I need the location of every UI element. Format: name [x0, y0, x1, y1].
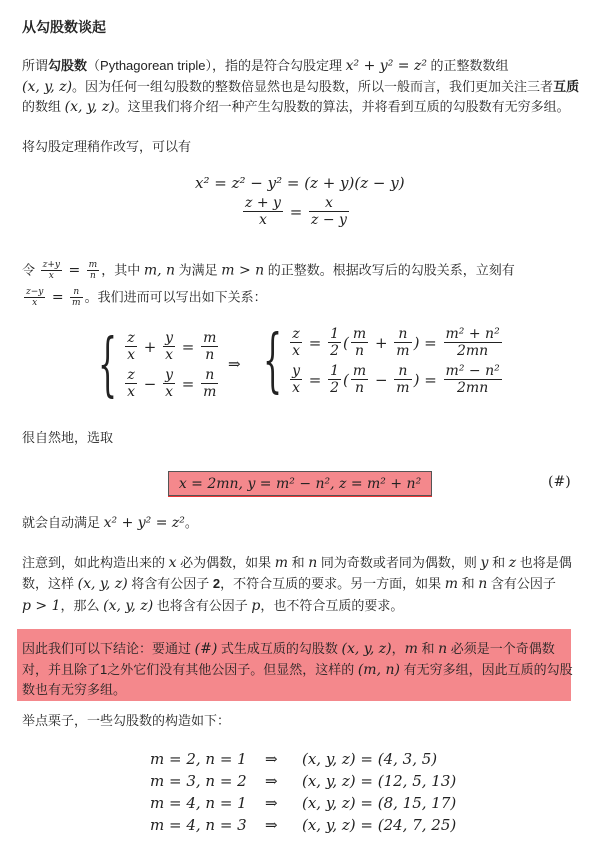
text-line: [22, 574, 556, 594]
math-expression: (m, n): [357, 662, 400, 678]
math-expression: m: [404, 641, 418, 657]
text: 所谓: [22, 58, 49, 73]
example-params: m = 4, n = 3: [150, 816, 247, 834]
fraction: [125, 330, 137, 363]
math-expression: n: [438, 641, 448, 657]
text: 的数组: [22, 99, 65, 114]
math-expression: x: [168, 555, 177, 571]
denominator: 2: [330, 380, 340, 397]
text: ，其中: [101, 262, 144, 278]
example-result: (x, y, z) = (8, 15, 17): [302, 794, 457, 812]
text-line: [288, 326, 504, 359]
implies-arrow: ⇒: [265, 772, 278, 790]
text: 必须是一个奇偶数: [447, 641, 555, 656]
denominator: x: [165, 347, 174, 364]
implies-arrow: ⇒: [228, 355, 241, 373]
math-expression: (x, y, z): [77, 576, 128, 592]
fraction: [201, 330, 218, 363]
example-result: (x, y, z) = (12, 5, 13): [302, 772, 457, 790]
math-expression: ) =: [413, 333, 442, 352]
math-expression: m: [444, 576, 459, 592]
text: 数，这样: [22, 576, 78, 591]
text: 举点栗子，一些勾股数的构造如下：: [22, 713, 231, 728]
text: 很自然地，选取: [22, 430, 114, 445]
text: 为满足: [175, 262, 222, 278]
fraction: [328, 363, 341, 396]
math-expression: y: [480, 555, 489, 571]
text: ，不符合互质的要求。另一方面，如果: [220, 576, 445, 591]
text: 将含有公因子: [127, 576, 213, 591]
numerator: z+y: [42, 260, 60, 270]
math-expression: x² + y² = z²: [103, 515, 185, 531]
text: 。因为任何一组勾股数的整数倍显然也是勾股数，所以一般而言，我们更加关注三者: [72, 79, 554, 94]
math-expression: (x, y, z): [64, 99, 115, 115]
text-line: [22, 680, 126, 700]
numerator: y: [292, 363, 301, 380]
denominator: x: [165, 384, 174, 401]
fraction: [444, 363, 502, 396]
fraction: [351, 326, 368, 359]
implies-arrow: ⇒: [265, 794, 278, 812]
text: 有无穷多组，因此互质的勾股: [399, 662, 573, 677]
text: 注意到，如此构造出来的: [22, 555, 169, 570]
fraction: [444, 326, 502, 359]
fraction: [163, 330, 175, 363]
math-expression: p > 1: [22, 598, 61, 614]
math-expression: (: [343, 370, 349, 389]
text: 也将是偶: [516, 555, 572, 570]
denominator: x: [259, 212, 267, 229]
fraction: [201, 367, 218, 400]
fraction: [309, 195, 349, 228]
math-expression: m: [274, 555, 289, 571]
text-line: [22, 660, 573, 680]
denominator: x: [32, 298, 38, 309]
numerator: z−y: [26, 287, 44, 297]
text: 含有公因子: [487, 576, 556, 591]
fraction: [351, 363, 368, 396]
text: 。我们进而可以写出如下关系：: [84, 289, 267, 305]
denominator: x: [292, 380, 300, 397]
text-line: [288, 363, 504, 396]
text-line: [22, 287, 267, 309]
numerator: n: [70, 287, 83, 298]
math-expression: +: [139, 337, 162, 356]
text-line: [22, 596, 403, 616]
denominator: x: [292, 343, 300, 360]
fraction: [394, 326, 411, 359]
text: 将勾股定理稍作改写，可以有: [22, 139, 192, 154]
fraction: [290, 363, 302, 396]
example-params: m = 4, n = 1: [150, 794, 247, 812]
fraction: [290, 326, 302, 359]
bold-term: 互质: [553, 79, 580, 94]
numerator: m² − n²: [445, 363, 500, 380]
text: 和: [458, 576, 479, 591]
implies-arrow: ⇒: [265, 816, 278, 834]
text: 和: [417, 641, 439, 656]
numerator: z: [290, 326, 302, 343]
text-line: [22, 56, 509, 76]
numerator: z: [125, 330, 137, 347]
math-expression: (x, y, z): [341, 641, 392, 657]
math-expression: (#): [194, 641, 218, 657]
fraction: [87, 260, 100, 282]
math-expression: =: [304, 370, 327, 389]
text: 同为奇数或者同为偶数，则: [317, 555, 481, 570]
text: 就会自动满足: [22, 515, 104, 530]
text: 令: [22, 262, 39, 278]
numerator: 1: [330, 363, 340, 380]
denominator: 2: [330, 343, 340, 360]
fraction: [70, 287, 83, 309]
section-title: 从勾股数谈起: [22, 19, 106, 35]
text-line: [22, 97, 570, 117]
text-line: [22, 260, 515, 282]
text-line: [123, 367, 220, 400]
math-expression: n: [478, 576, 488, 592]
math-expression: n: [308, 555, 318, 571]
denominator: x: [127, 384, 135, 401]
numerator: 1: [330, 326, 340, 342]
denominator: m: [203, 384, 217, 401]
text-line: [22, 553, 572, 573]
text: ，那么: [60, 598, 104, 613]
denominator: x: [127, 347, 135, 364]
numerator: y: [165, 330, 174, 346]
numerator: x: [309, 195, 349, 212]
math-expression: ) =: [413, 370, 442, 389]
fraction: [394, 363, 411, 396]
naturally-text: [22, 428, 113, 448]
fraction: [125, 367, 137, 400]
math-expression: m, n: [143, 262, 176, 279]
math-expression: (x, y, z): [22, 79, 73, 95]
text: 的正整数。根据改写后的勾股关系，立刻有: [264, 262, 515, 278]
math-expression: =: [64, 262, 85, 279]
numerator: y: [165, 367, 174, 384]
numerator: z: [125, 367, 137, 384]
numerator: m: [203, 330, 217, 346]
numerator: m: [88, 260, 98, 270]
text: 和: [288, 555, 309, 570]
fraction: [24, 287, 45, 309]
denominator: z − y: [311, 212, 347, 229]
fraction: [243, 195, 283, 228]
bold-term: 勾股数: [48, 58, 88, 73]
math-expression: +: [370, 333, 393, 352]
numerator: n: [201, 367, 218, 384]
equation-tag: (#): [548, 474, 571, 490]
math-expression: =: [177, 337, 200, 356]
denominator: 2mn: [457, 343, 489, 360]
boxed-formula: [168, 471, 432, 496]
math-expression: (: [343, 333, 349, 352]
denominator: m: [396, 343, 410, 360]
denominator: n: [355, 343, 365, 360]
formula-text: x = 2mn, y = m² − n², z = m² + n²: [178, 475, 422, 492]
text: 数也有无穷多组。: [22, 682, 127, 697]
math-expression: =: [47, 289, 69, 306]
numerator: z + y: [245, 195, 281, 211]
example-params: m = 3, n = 2: [150, 772, 247, 790]
math-expression: −: [139, 374, 162, 393]
math-expression: =: [284, 202, 308, 221]
text: （Pythagorean triple），指的是符合勾股定理: [87, 58, 346, 73]
numerator: m: [352, 326, 367, 342]
numerator: m² + n²: [445, 326, 500, 342]
numerator: n: [394, 326, 411, 343]
text-line: [22, 77, 579, 97]
example-params: m = 2, n = 1: [150, 750, 247, 768]
left-brace: {: [263, 320, 283, 402]
text-line: [241, 195, 351, 228]
text-line: [123, 330, 220, 363]
implies-arrow: ⇒: [265, 750, 278, 768]
math-expression: =: [304, 333, 327, 352]
text-line: [195, 174, 405, 192]
denominator: n: [90, 271, 96, 282]
math-expression: (x, y, z): [103, 598, 154, 614]
numerator: n: [394, 363, 411, 380]
example-result: (x, y, z) = (24, 7, 25): [302, 816, 457, 834]
text: 因此我们可以下结论：要通过: [22, 641, 195, 656]
text: 式生成互质的勾股数: [217, 641, 342, 656]
rewrite-intro: [22, 137, 191, 157]
math-expression: z: [508, 555, 517, 571]
text: 。: [184, 515, 198, 530]
text: 必为偶数，如果: [176, 555, 275, 570]
denominator: n: [205, 347, 215, 364]
bold-term: 2: [212, 576, 221, 591]
denominator: m: [396, 380, 410, 397]
math-expression: =: [177, 374, 200, 393]
text: 和: [488, 555, 509, 570]
text: ，: [391, 641, 405, 656]
math-expression: x² + y² = z²: [345, 58, 427, 74]
text: 对，并且除了1之外它们没有其他公因子。但显然，这样的: [22, 662, 358, 677]
denominator: m: [72, 298, 81, 309]
math-expression: −: [370, 370, 393, 389]
text: 的正整数数组: [426, 58, 509, 73]
satisfy-text: [22, 513, 198, 533]
text: ，也不符合互质的要求。: [260, 598, 404, 613]
text-line: [22, 639, 555, 659]
math-expression: x² = z² − y² = (z + y)(z − y): [195, 174, 405, 192]
math-expression: m > n: [221, 262, 265, 279]
denominator: 2mn: [457, 380, 489, 397]
left-brace: {: [98, 324, 118, 406]
numerator: m: [352, 363, 367, 380]
examples-intro: [22, 711, 230, 731]
denominator: n: [355, 380, 365, 397]
fraction: [328, 326, 341, 359]
math-expression: p: [251, 598, 261, 614]
denominator: x: [48, 271, 54, 282]
text: 。这里我们将介绍一种产生勾股数的算法，并将看到互质的勾股数有无穷多组。: [114, 99, 570, 114]
fraction: [163, 367, 175, 400]
text: 也将含有公因子: [153, 598, 252, 613]
example-result: (x, y, z) = (4, 3, 5): [302, 750, 438, 768]
fraction: [41, 260, 62, 282]
